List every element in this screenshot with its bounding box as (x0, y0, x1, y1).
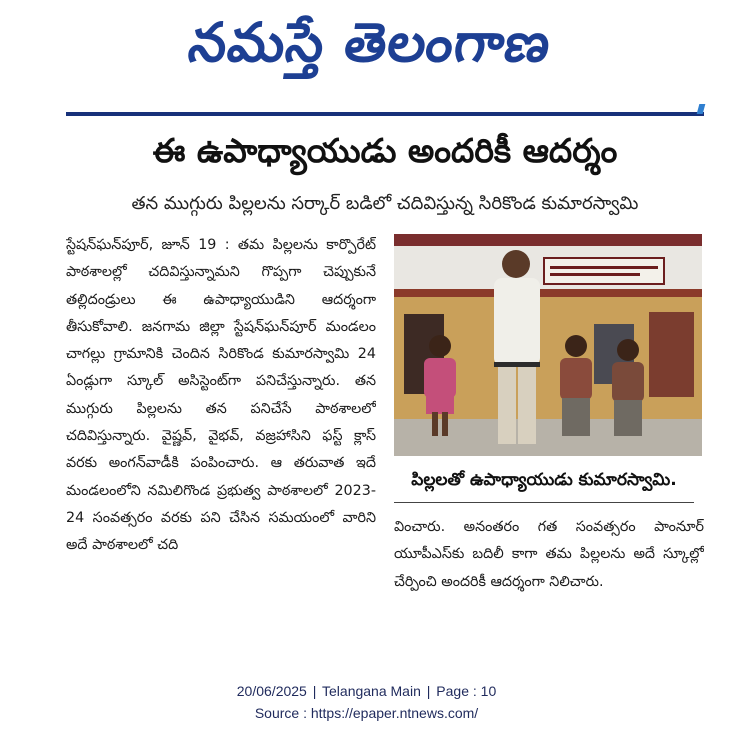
footer-edition: Telangana Main (322, 683, 421, 699)
footer-page: Page : 10 (436, 683, 497, 699)
header-rule (66, 112, 704, 116)
photo-caption: పిల్లలతో ఉపాధ్యాయుడు కుమారస్వామి. (394, 458, 694, 503)
article-headline: ఈ ఉపాధ్యాయుడు అందరికీ ఆదర్శం (152, 131, 618, 170)
body-text-left: స్టేషన్‌ఘన్‌పూర్, జూన్ 19 : తమ పిల్లలను కార్పొరేట్ పాఠశాలల్లో చదివిస్తున్నామని గొప్పగా చెప్పుకునే తల్లిదండ్రులు ఈ ఉపాధ్యాయుడిని ఆదర్శంగా తీసుకోవాలి. జనగామ జిల్లా స్టేషన్‌ఘన్‌పూర్ మండలం చాగల్లు గ్రామానికి చెందిన సిరికొండ కుమారస్వామి 24 ఏండ్లుగా స్కూల్ అసిస్టెంట్‌గా పనిచేస్తున్నారు. తన ముగ్గురు పిల్లలను తన పనిచేసే పాఠశాలలో చదివిస్తున్నారు. వైష్ణవ్, వైభవ్, వజ్రహాసిని ఫస్ట్ క్లాస్ వరకు అంగన్‌వాడీకి పంపించారు. ఆ తరువాత ఇదే మండలంలోని నమిలిగొండ ప్రభుత్వ పాఠశాలలో 2023-24 సంవత్సరం వరకు పని చేసిన సమయంలో వారిని అదే పాఠశాలలో చది (66, 237, 376, 554)
page-footer (0, 680, 733, 724)
corner-mark (697, 104, 706, 114)
footer-date: 20/06/2025 (236, 683, 307, 699)
footer-meta: 20/06/2025 | Telangana Main | Page : 10 (236, 683, 497, 699)
masthead-title: నమస్తే తెలంగాణ (184, 11, 556, 74)
article-body-left (66, 232, 376, 627)
article-body-right (394, 514, 704, 624)
body-text-right: వించారు. అనంతరం గత సంవత్సరం పాంనూర్ యూపీఎస్‌కు బదిలీ కాగా తమ పిల్లలను అదే స్కూల్లో చేర్పించి అందరికీ ఆదర్శంగా నిలిచారు. (394, 519, 704, 590)
photo-teacher-with-children-icon (394, 234, 702, 456)
footer-source: Source : https://epaper.ntnews.com/ (254, 705, 479, 721)
article-subheadline: తన ముగ్గురు పిల్లలను సర్కార్ బడిలో చదివిస్తున్న సిరికొండ కుమారస్వామి (131, 193, 639, 214)
article-photo (394, 234, 702, 456)
